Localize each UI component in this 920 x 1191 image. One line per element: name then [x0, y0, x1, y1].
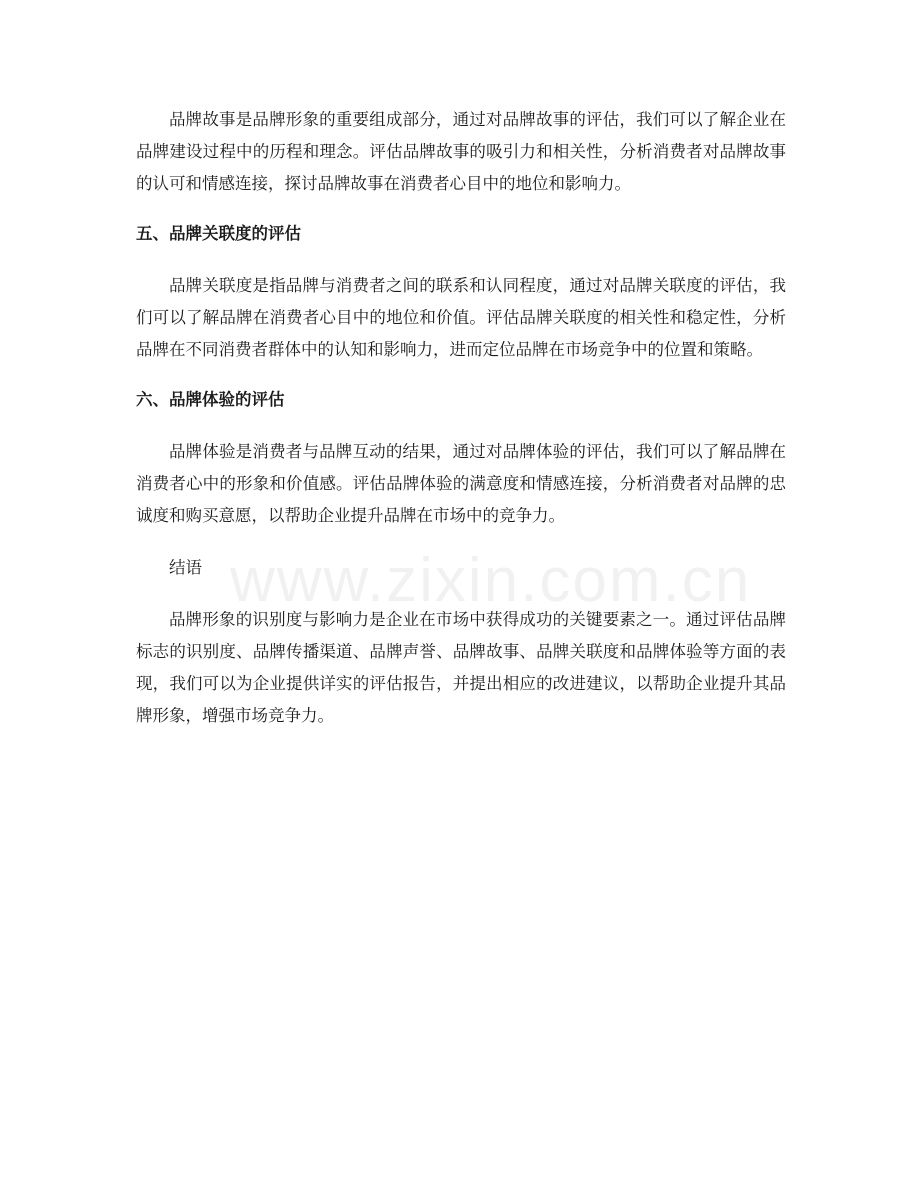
conclusion-label: 结语: [169, 558, 202, 577]
section-heading-brand-relevance: 五、品牌关联度的评估: [136, 224, 301, 243]
paragraph-brand-story: 品牌故事是品牌形象的重要组成部分，通过对品牌故事的评估，我们可以了解企业在品牌建设过程中的历程和理念。评估品牌故事的吸引力和相关性，分析消费者对品牌故事的认可和情感连接，探讨品牌故事在消费者心目中的地位和影响力。: [136, 110, 786, 193]
paragraph-brand-relevance: 品牌关联度是指品牌与消费者之间的联系和认同程度，通过对品牌关联度的评估，我们可以了解品牌在消费者心目中的地位和价值。评估品牌关联度的相关性和稳定性，分析品牌在不同消费者群体中的认知和影响力，进而定位品牌在市场竞争中的位置和策略。: [136, 276, 786, 359]
paragraph-brand-experience: 品牌体验是消费者与品牌互动的结果，通过对品牌体验的评估，我们可以了解品牌在消费者心中的形象和价值感。评估品牌体验的满意度和情感连接，分析消费者对品牌的忠诚度和购买意愿，以帮助企业提升品牌在市场中的竞争力。: [136, 442, 786, 525]
watermark-text: www.zixin.com.cn: [230, 546, 752, 615]
paragraph-conclusion: 品牌形象的识别度与影响力是企业在市场中获得成功的关键要素之一。通过评估品牌标志的识别度、品牌传播渠道、品牌声誉、品牌故事、品牌关联度和品牌体验等方面的表现，我们可以为企业提供详实的评估报告，并提出相应的改进建议，以帮助企业提升其品牌形象，增强市场竞争力。: [136, 610, 786, 725]
section-heading-brand-experience: 六、品牌体验的评估: [136, 390, 285, 409]
document-body: [136, 104, 786, 732]
